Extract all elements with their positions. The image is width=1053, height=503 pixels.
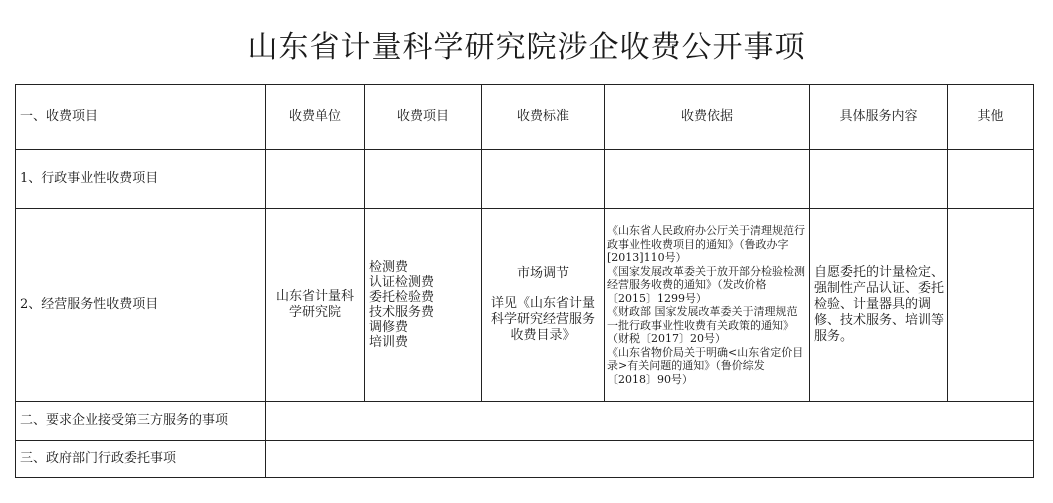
empty-merged-cell <box>266 441 1034 478</box>
fee-item: 检测费 <box>369 260 409 275</box>
row-gov-category: 三、政府部门行政委托事项 <box>16 441 266 478</box>
row-business-standard <box>482 209 605 402</box>
empty-cell <box>605 150 810 209</box>
fee-item: 调修费 <box>369 320 409 335</box>
row-business-service: 自愿委托的计量检定、强制性产品认证、委托检验、计量器具的调修、技术服务、培训等服务。 <box>810 209 948 402</box>
empty-cell <box>948 150 1034 209</box>
fee-item: 认证检测费 <box>369 275 435 290</box>
table-header-row <box>16 85 1034 150</box>
empty-cell <box>365 150 482 209</box>
table-row-business-fees <box>16 209 1034 402</box>
empty-cell <box>948 209 1034 402</box>
table-row-admin-fees <box>16 150 1034 209</box>
row-business-category: 2、经营服务性收费项目 <box>16 209 266 402</box>
header-other: 其他 <box>948 85 1034 150</box>
empty-cell <box>266 150 365 209</box>
page-title: 山东省计量科学研究院涉企收费公开事项 <box>247 30 806 65</box>
row-business-items <box>365 209 482 402</box>
row-admin-category: 1、行政事业性收费项目 <box>16 150 266 209</box>
table-row-third-party <box>16 402 1034 441</box>
header-category: 一、收费项目 <box>16 85 266 150</box>
standard-main: 市场调节 <box>516 266 569 281</box>
empty-cell <box>810 150 948 209</box>
basis-document: 《山东省人民政府办公厅关于清理规范行政事业性收费项目的通知》（鲁政办字[2013]110号） <box>607 224 805 264</box>
fee-item: 委托检验费 <box>369 290 435 305</box>
header-basis: 收费依据 <box>605 85 810 150</box>
row-business-basis <box>605 209 810 402</box>
fee-disclosure-table <box>15 84 1034 478</box>
empty-cell <box>482 150 605 209</box>
standard-detail: 详见《山东省计量科学研究经营服务收费目录》 <box>490 296 595 343</box>
header-item: 收费项目 <box>365 85 482 150</box>
empty-merged-cell <box>266 402 1034 441</box>
row-third-party-category: 二、要求企业接受第三方服务的事项 <box>16 402 266 441</box>
header-service: 具体服务内容 <box>810 85 948 150</box>
basis-document: 《山东省物价局关于明确<山东省定价目录>有关问题的通知》（鲁价综发〔2018〕90号） <box>607 345 804 386</box>
header-standard: 收费标准 <box>482 85 605 150</box>
basis-document: 《财政部 国家发展改革委关于清理规范一批行政事业性收费有关政策的通知》（财税〔2017〕20号） <box>607 305 798 345</box>
table-row-gov-entrusted <box>16 441 1034 478</box>
fee-item: 技术服务费 <box>369 305 435 320</box>
row-business-unit: 山东省计量科学研究院 <box>266 209 365 402</box>
header-unit: 收费单位 <box>266 85 365 150</box>
basis-document: 《国家发展改革委关于放开部分检验检测经营服务收费的通知》（发改价格〔2015〕1299号） <box>607 264 805 305</box>
fee-item: 培训费 <box>369 335 409 350</box>
